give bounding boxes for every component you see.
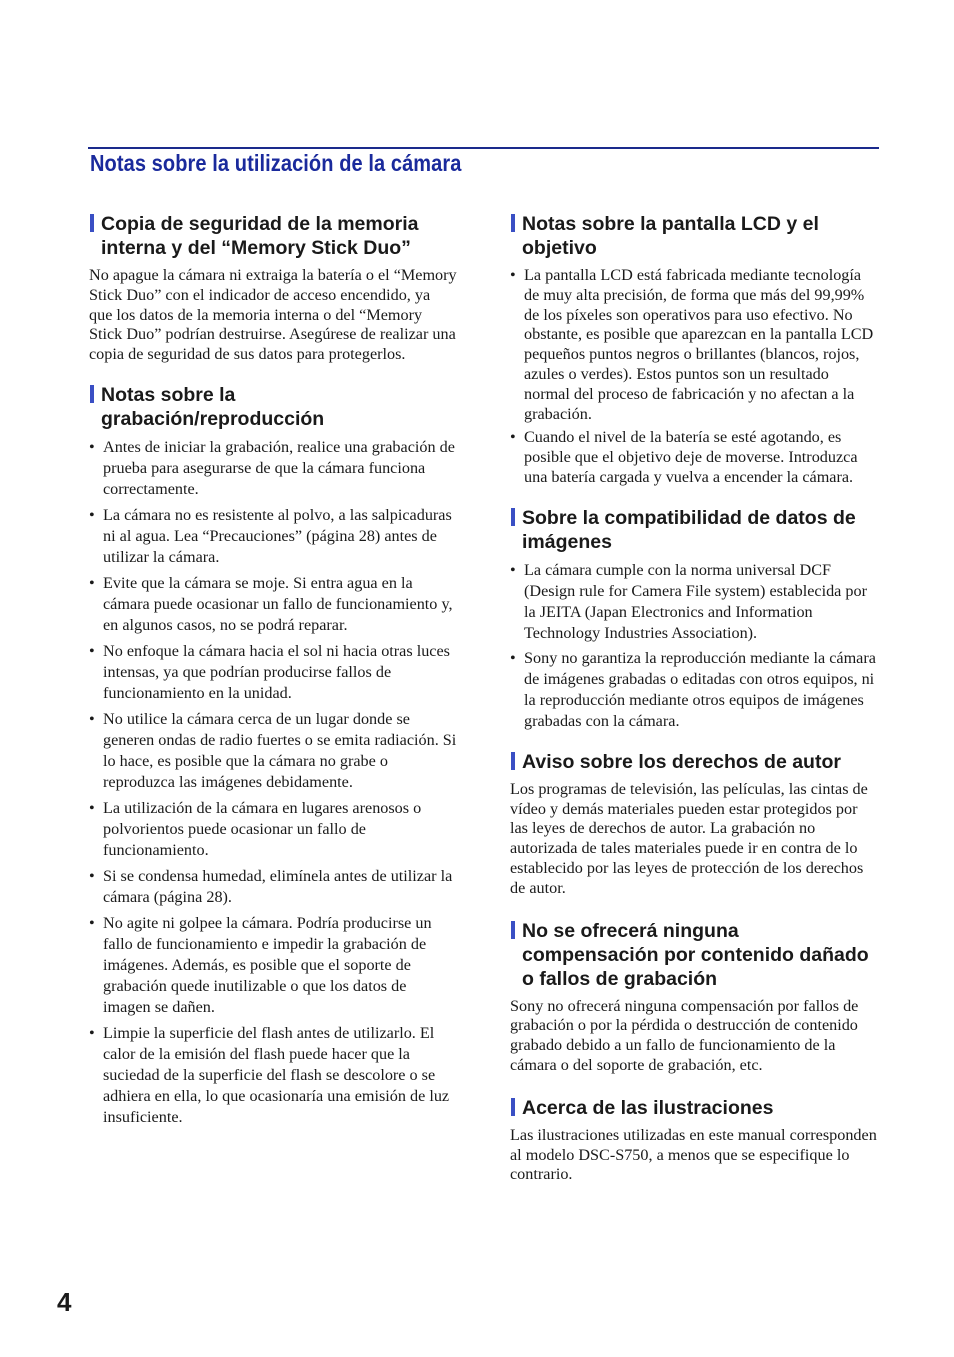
section-heading	[510, 1096, 878, 1120]
bullet-list	[89, 437, 457, 1128]
section-heading-text: Copia de seguridad de la memoria interna y del “Memory Stick Duo”	[101, 213, 419, 259]
heading-bar-icon	[511, 508, 515, 526]
list-item: • Sony no garantiza la reproducción mediante la cámara de imágenes grabadas o editadas con otros equipos, ni la reproducción mediante otros equipos de imágenes grabadas con la cámara.	[510, 648, 876, 730]
heading-bar-icon	[511, 752, 515, 770]
section-paragraph: Los programas de televisión, las películas, las cintas de vídeo y demás materiales pueden estar protegidos por las leyes de derechos de autor. La grabación no autorizada de tales materiales puede ir en contra de lo establecido por las leyes de protección de los derechos de autor.	[510, 779, 868, 897]
bullet-icon: •	[89, 866, 95, 885]
heading-bar-icon	[90, 385, 94, 403]
list-item: • La pantalla LCD está fabricada mediante tecnología de muy alta precisión, de forma que más del 99,99% de los píxeles son operativos para uso efectivo. No obstante, es posible que aparezcan en la pantalla LCD pequeños puntos negros o brillantes (blancos, rojos, azules o verdes). Estos puntos son un resultado normal del proceso de fabricación y no afectan a la grabación.	[510, 266, 874, 423]
bullet-icon: •	[89, 1023, 95, 1042]
list-item: • No agite ni golpee la cámara. Podría producirse un fallo de funcionamiento e impedir la grabación de imágenes. Además, es posible que el soporte de grabación quede inutilizable o que los datos de imagen se dañen.	[89, 913, 432, 1016]
bullet-list	[510, 560, 878, 732]
section-paragraph: No apague la cámara ni extraiga la batería o el “Memory Stick Duo” con el indicador de acceso encendido, ya que los datos de la memoria interna o del “Memory Stick Duo” podrían destruirse. Asegúrese de realizar una copia de seguridad de sus datos para protegerlos.	[89, 266, 457, 364]
bullet-icon: •	[89, 913, 95, 932]
heading-bar-icon	[511, 1098, 515, 1116]
section-heading	[510, 919, 878, 991]
list-item: • Limpie la superficie del flash antes de utilizarlo. El calor de la emisión del flash puede hacer que la suciedad de la superficie del flash se descolore o se adhiera en ella, lo que ocasionaría una emisión de luz insuficiente.	[89, 1023, 450, 1126]
section-paragraph: Las ilustraciones utilizadas en este manual corresponden al modelo DSC-S750, a menos que se especifique lo contrario.	[510, 1125, 877, 1184]
section-lcd-notes	[510, 212, 878, 488]
section-image-compatibility	[510, 506, 878, 732]
section-copyright	[510, 750, 878, 899]
bullet-icon: •	[510, 560, 516, 579]
section-paragraph: Sony no ofrecerá ninguna compensación por fallos de grabación o por la pérdida o destrucción de contenido grabado debido a un fallo de funcionamiento de la cámara o del soporte de grabación, etc.	[510, 996, 859, 1074]
section-heading-text: Sobre la compatibilidad de datos de imágenes	[522, 506, 856, 553]
bullet-icon: •	[510, 266, 516, 284]
bullet-icon: •	[89, 641, 95, 660]
list-item: • No utilice la cámara cerca de un lugar donde se generen ondas de radio fuertes o se emita radiación. Si lo hace, es posible que la cámara no grabe o reproduzca las imágenes debidamente.	[89, 709, 457, 791]
section-recording-notes	[89, 383, 457, 1128]
bullet-icon: •	[89, 798, 95, 817]
section-heading-text: Acerca de las ilustraciones	[522, 1096, 774, 1119]
section-heading-text: Notas sobre la pantalla LCD y el objetivo	[522, 213, 819, 259]
section-heading	[510, 750, 878, 774]
section-no-compensation	[510, 919, 878, 1076]
bullet-icon: •	[89, 505, 95, 524]
heading-bar-icon	[511, 921, 515, 939]
heading-bar-icon	[90, 214, 94, 232]
bullet-list	[510, 266, 878, 488]
section-heading	[510, 506, 878, 554]
left-column	[89, 212, 457, 1133]
section-backup	[89, 212, 457, 365]
list-item: • La cámara cumple con la norma universal DCF (Design rule for Camera File system) establecida por la JEITA (Japan Electronics and Information Technology Industries Association).	[510, 560, 867, 642]
list-item: • Antes de iniciar la grabación, realice una grabación de prueba para asegurarse de que la cámara funciona correctamente.	[89, 437, 455, 498]
list-item: • Si se condensa humedad, elimínela antes de utilizar la cámara (página 28).	[89, 866, 453, 906]
right-column	[510, 212, 878, 1185]
bullet-icon: •	[89, 573, 95, 592]
section-heading	[89, 212, 457, 260]
bullet-icon: •	[89, 437, 95, 456]
heading-bar-icon	[511, 214, 515, 232]
list-item: • La cámara no es resistente al polvo, a las salpicaduras ni al agua. Lea “Precauciones” (página 28) antes de utilizar la cámara.	[89, 505, 452, 566]
list-item: • La utilización de la cámara en lugares arenosos o polvorientos puede ocasionar un fallo de funcionamiento.	[89, 798, 422, 859]
section-illustrations	[510, 1096, 878, 1185]
list-item: • Evite que la cámara se moje. Si entra agua en la cámara puede ocasionar un fallo de funcionamiento y, en algunos casos, no se podrá reparar.	[89, 573, 453, 634]
bullet-icon: •	[510, 428, 516, 447]
bullet-icon: •	[89, 709, 95, 728]
section-heading	[510, 212, 878, 260]
section-heading-text: No se ofrecerá ninguna compensación por contenido dañado o fallos de grabación	[522, 919, 869, 990]
page-number: 4	[57, 1287, 72, 1317]
list-item: • Cuando el nivel de la batería se esté agotando, es posible que el objetivo deje de moverse. Introduzca una batería cargada y vuelva a encender la cámara.	[510, 428, 858, 486]
list-item: • No enfoque la cámara hacia el sol ni hacia otras luces intensas, ya que podrían producirse fallos de funcionamiento en la unidad.	[89, 641, 450, 702]
title-rule	[88, 147, 879, 149]
page-title: Notas sobre la utilización de la cámara	[90, 150, 462, 176]
section-heading	[89, 383, 457, 431]
bullet-icon: •	[510, 648, 516, 667]
section-heading-text: Notas sobre la grabación/reproducción	[101, 383, 325, 430]
section-heading-text: Aviso sobre los derechos de autor	[522, 750, 841, 773]
